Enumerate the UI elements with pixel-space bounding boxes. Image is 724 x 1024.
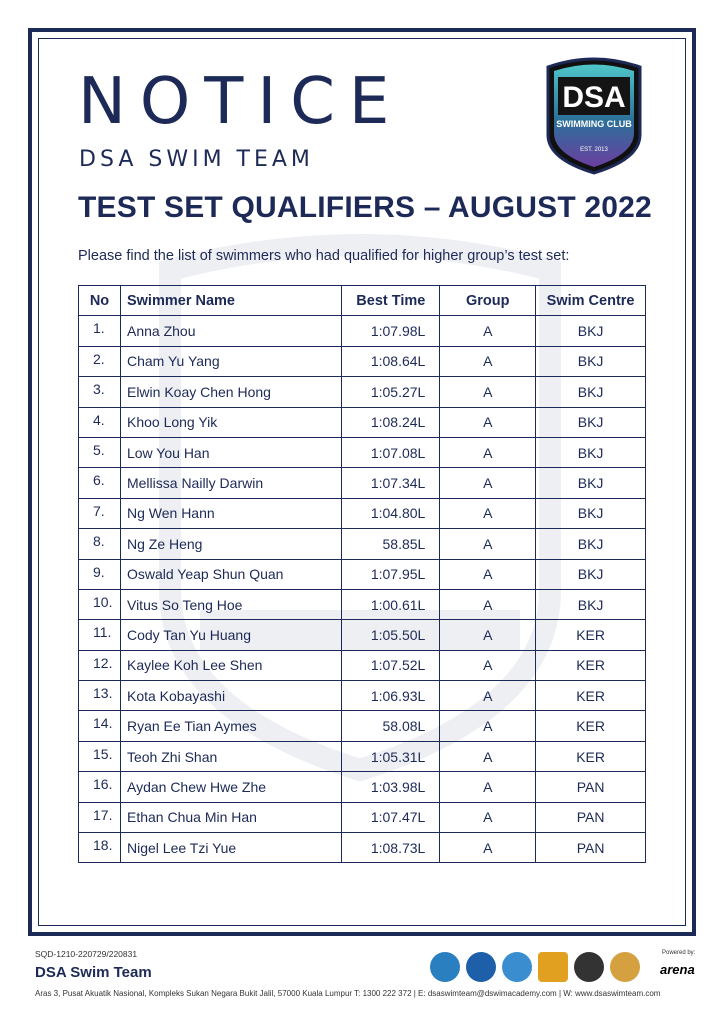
header-time: Best Time [342,286,440,316]
cell-group: A [440,772,536,802]
partner-badge-icon [430,952,460,982]
cell-name: Ethan Chua Min Han [120,802,341,832]
cell-no: 3. [79,377,121,407]
table-row [79,681,646,711]
qualifiers-table [78,285,646,863]
footer-address: Aras 3, Pusat Akuatik Nasional, Kompleks Sukan Negara Bukit Jalil, 57000 Kuala Lumpur T: 1300 222 372 | E: dsaswimteam@dswimacademy.com | W: www.dsaswimteam.com [35,989,661,998]
cell-time: 1:05.50L [342,620,440,650]
cell-time: 1:06.93L [342,681,440,711]
cell-name: Khoo Long Yik [120,407,341,437]
powered-by-label: Powered by: [662,950,696,956]
table-row [79,620,646,650]
header-group: Group [440,286,536,316]
cell-group: A [440,346,536,376]
cell-name: Ng Ze Heng [120,529,341,559]
cell-group: A [440,833,536,863]
cell-name: Ryan Ee Tian Aymes [120,711,341,741]
cell-time: 1:05.27L [342,377,440,407]
table-row [79,316,646,346]
cell-time: 1:07.95L [342,559,440,589]
cell-time: 1:07.98L [342,316,440,346]
cell-no: 13. [79,681,121,711]
cell-group: A [440,559,536,589]
cell-no: 10. [79,589,121,619]
table-row [79,802,646,832]
cell-centre: BKJ [536,529,646,559]
cell-name: Elwin Koay Chen Hong [120,377,341,407]
table-row [79,468,646,498]
cell-group: A [440,377,536,407]
table-row [79,346,646,376]
cell-group: A [440,802,536,832]
cell-no: 9. [79,559,121,589]
table-row [79,529,646,559]
table-row [79,407,646,437]
cell-no: 18. [79,833,121,863]
cell-time: 1:04.80L [342,498,440,528]
header-centre: Swim Centre [536,286,646,316]
cell-no: 4. [79,407,121,437]
cell-centre: KER [536,650,646,680]
table-row [79,559,646,589]
cell-centre: BKJ [536,346,646,376]
cell-time: 1:07.08L [342,437,440,467]
cell-no: 1. [79,316,121,346]
cell-no: 6. [79,468,121,498]
cell-group: A [440,620,536,650]
cell-name: Vitus So Teng Hoe [120,589,341,619]
cell-centre: BKJ [536,498,646,528]
cell-no: 14. [79,711,121,741]
cell-centre: KER [536,681,646,711]
cell-name: Low You Han [120,437,341,467]
partner-badge-icon [538,952,568,982]
cell-name: Teoh Zhi Shan [120,741,341,771]
cell-time: 1:07.47L [342,802,440,832]
table-header-row [79,286,646,316]
cell-time: 1:08.73L [342,833,440,863]
cell-centre: BKJ [536,437,646,467]
partner-badge-icon [574,952,604,982]
cell-centre: BKJ [536,407,646,437]
cell-name: Cham Yu Yang [120,346,341,376]
cell-group: A [440,589,536,619]
cell-centre: BKJ [536,559,646,589]
cell-group: A [440,437,536,467]
cell-name: Aydan Chew Hwe Zhe [120,772,341,802]
table-row [79,650,646,680]
cell-name: Mellissa Nailly Darwin [120,468,341,498]
cell-name: Nigel Lee Tzi Yue [120,833,341,863]
table-row [79,437,646,467]
cell-group: A [440,650,536,680]
cell-time: 1:07.34L [342,468,440,498]
logo-sub: SWIMMING CLUB [556,119,632,129]
table-row [79,498,646,528]
cell-time: 1:08.24L [342,407,440,437]
cell-name: Anna Zhou [120,316,341,346]
cell-time: 58.85L [342,529,440,559]
cell-no: 5. [79,437,121,467]
cell-centre: KER [536,741,646,771]
cell-group: A [440,741,536,771]
team-subheading: DSA SWIM TEAM [79,147,314,172]
table-row [79,741,646,771]
cell-centre: KER [536,620,646,650]
logo-est: EST. 2013 [580,147,608,153]
notice-heading: NOTICE [78,65,404,139]
cell-centre: PAN [536,833,646,863]
header-name: Swimmer Name [120,286,341,316]
cell-no: 11. [79,620,121,650]
table-row [79,833,646,863]
table-row [79,772,646,802]
cell-no: 8. [79,529,121,559]
cell-centre: BKJ [536,377,646,407]
cell-centre: BKJ [536,589,646,619]
cell-time: 1:07.52L [342,650,440,680]
cell-no: 12. [79,650,121,680]
cell-no: 16. [79,772,121,802]
footer-team-name: DSA Swim Team [35,964,152,981]
partner-badge-icon [466,952,496,982]
cell-name: Ng Wen Hann [120,498,341,528]
partner-badge-icon [502,952,532,982]
logo-text: DSA [562,81,626,114]
intro-text: Please find the list of swimmers who had qualified for higher group’s test set: [78,248,570,264]
cell-centre: PAN [536,772,646,802]
cell-time: 1:03.98L [342,772,440,802]
table-row [79,589,646,619]
cell-group: A [440,407,536,437]
cell-name: Kota Kobayashi [120,681,341,711]
cell-group: A [440,529,536,559]
cell-no: 15. [79,741,121,771]
cell-group: A [440,711,536,741]
cell-name: Oswald Yeap Shun Quan [120,559,341,589]
cell-centre: BKJ [536,316,646,346]
table-row [79,711,646,741]
cell-centre: PAN [536,802,646,832]
document-reference: SQD-1210-220729/220831 [35,949,138,959]
cell-no: 2. [79,346,121,376]
dsa-logo [544,55,644,175]
cell-time: 1:00.61L [342,589,440,619]
cell-name: Cody Tan Yu Huang [120,620,341,650]
header-no: No [79,286,121,316]
partner-badge-icon [610,952,640,982]
cell-group: A [440,498,536,528]
cell-name: Kaylee Koh Lee Shen [120,650,341,680]
cell-no: 17. [79,802,121,832]
cell-group: A [440,316,536,346]
cell-time: 58.08L [342,711,440,741]
table-row [79,377,646,407]
partner-badges [430,950,640,984]
cell-group: A [440,468,536,498]
sponsor-logo: arena [660,962,695,977]
cell-time: 1:05.31L [342,741,440,771]
cell-time: 1:08.64L [342,346,440,376]
cell-centre: KER [536,711,646,741]
cell-no: 7. [79,498,121,528]
cell-group: A [440,681,536,711]
document-title: TEST SET QUALIFIERS – AUGUST 2022 [78,191,652,224]
cell-centre: BKJ [536,468,646,498]
